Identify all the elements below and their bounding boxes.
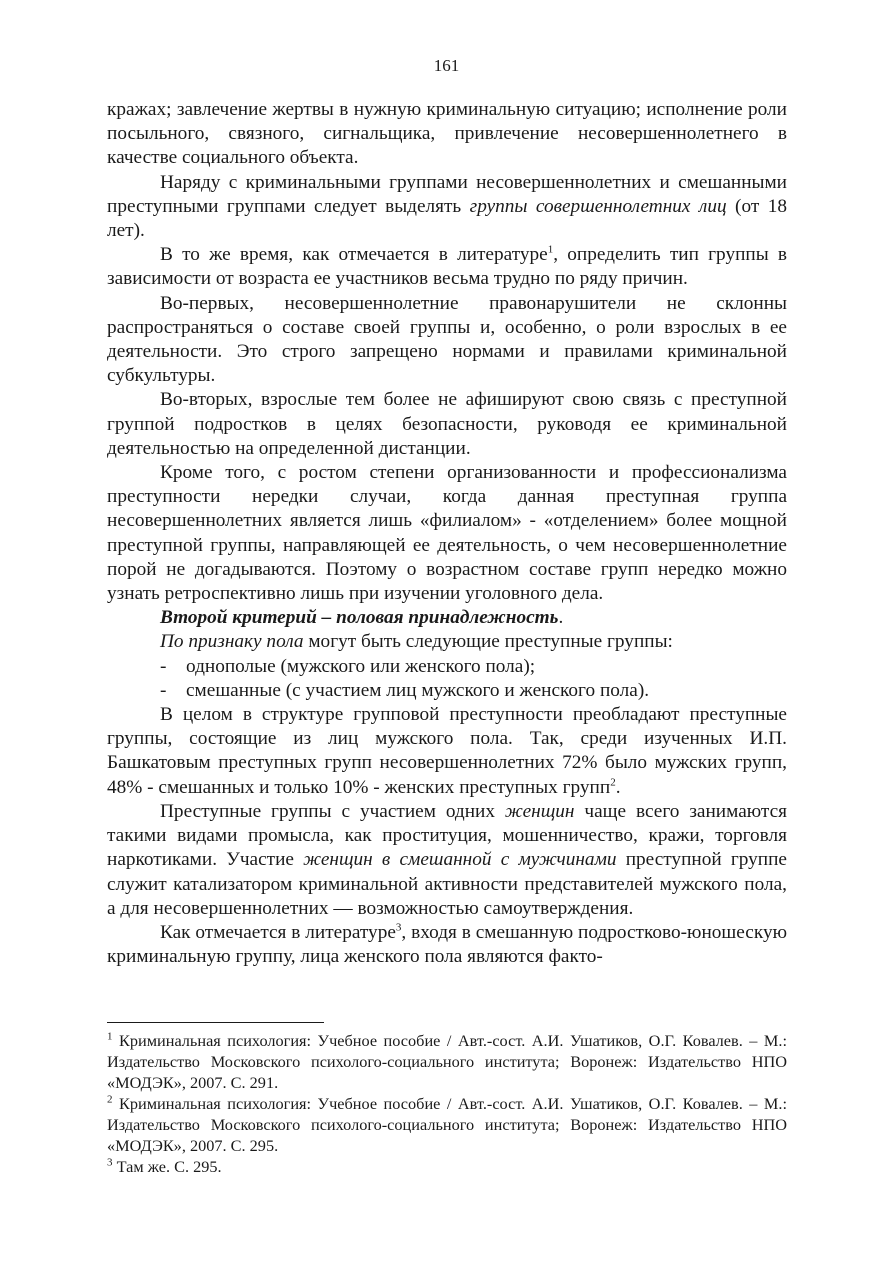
paragraph-8-text-a: В целом в структуре групповой преступности преобладают преступные группы, состоящие из лиц мужского пола. Так, среди изученных И.П. Башкатовым преступных групп несовершеннолетних 72% было мужских групп, 48% - смешанных и только 10% - женских преступных групп [107, 704, 787, 798]
footnote-text: Там же. С. 295. [112, 1157, 222, 1176]
criterion-heading: Второй критерий – половая принадлежность [160, 607, 559, 629]
paragraph-10-text-a: Как отмечается в литературе [160, 921, 396, 943]
paragraph-3-text-b: , определить тип группы в зависимости от возраста ее участников весьма трудно по ряду причин. [107, 244, 787, 290]
paragraph-9-text-b: чаще всего занимаются такими видами промысла, как проституция, мошенничество, кражи, торговля наркотиками. Участие [107, 800, 787, 871]
paragraph-7-emphasis: По признаку пола [160, 631, 304, 653]
list-dash: - [160, 679, 167, 701]
page-number: 161 [433, 56, 460, 75]
list-item [160, 679, 787, 703]
footnote-2 [107, 1093, 787, 1156]
footnote-separator [107, 1022, 324, 1023]
section-heading-paragraph [107, 606, 787, 630]
footnote-ref-3[interactable]: 3 [395, 921, 402, 934]
footnote-text: Криминальная психология: Учебное пособие / Авт.-сост. А.И. Ушатиков, О.Г. Ковалев. – М.: Издательство Московского психолого-социального института; Воронеж: Издательство НПО «МОДЭК», 2007. С. 295. [107, 1094, 787, 1155]
paragraph-6: Кроме того, с ростом степени организованности и профессионализма преступности нередки случаи, когда данная преступная группа несовершеннолетних является лишь «филиалом» - «отделением» более мощной преступной группы, направляющей ее деятельность, о чем несовершеннолетние порой не догадываются. Поэтому о возрастном составе групп нередко можно узнать ретроспективно лишь при изучении уголовного дела. [107, 462, 787, 605]
footnote-text: Криминальная психология: Учебное пособие / Авт.-сост. А.И. Ушатиков, О.Г. Ковалев. – М.: Издательство Московского психолого-социального института; Воронеж: Издательство НПО «МОДЭК», 2007. С. 291. [107, 1031, 787, 1092]
list-item [160, 655, 787, 679]
footnote-number: 1 [107, 1030, 113, 1043]
list-item-text: смешанные (с участием лиц мужского и женского пола). [186, 679, 650, 701]
paragraph-3-text-a: В то же время, как отмечается в литературе [160, 244, 548, 266]
body-text [107, 98, 787, 969]
footnote-number: 2 [107, 1093, 113, 1106]
paragraph-7-text: могут быть следующие преступные группы: [303, 631, 673, 653]
list-item-text: однополые (мужского или женского пола); [186, 655, 536, 677]
paragraph-3 [107, 243, 787, 291]
footnotes [107, 1030, 787, 1177]
paragraph-7 [107, 630, 787, 654]
paragraph-2-text-b: (от 18 лет). [107, 195, 787, 242]
footnote-1 [107, 1030, 787, 1093]
paragraph-9-text-a: Преступные группы с участием одних [160, 800, 505, 822]
criterion-heading-period: . [558, 607, 564, 629]
paragraph-1: кражах; завлечение жертвы в нужную криминальную ситуацию; исполнение роли посыльного, связного, сигнальщика, привлечение несовершеннолетнего в качестве социального объекта. [107, 99, 787, 169]
footnote-3 [107, 1156, 787, 1177]
paragraph-4: Во-первых, несовершеннолетние правонарушители не склонны распространяться о составе своей группы и, особенно, о роли взрослых в ее деятельности. Это строго запрещено нормами и правилами криминальной субкультуры. [107, 292, 787, 387]
paragraph-8-text-b: . [615, 776, 621, 798]
paragraph-9-emphasis-1: женщин [504, 800, 575, 822]
footnote-ref-1[interactable]: 1 [547, 243, 554, 256]
list-dash: - [160, 655, 167, 677]
paragraph-2 [107, 171, 787, 244]
paragraph-8 [107, 703, 787, 800]
footnote-ref-2[interactable]: 2 [610, 776, 616, 789]
paragraph-9 [107, 800, 787, 921]
paragraph-9-emphasis-2: женщин в смешанной с мужчинами [303, 849, 617, 871]
paragraph-10 [107, 921, 787, 969]
paragraph-2-text-a: Наряду с криминальными группами несовершеннолетних и смешанными преступными группами следует выделять [107, 171, 787, 217]
paragraph-9-text-c: преступной группе служит катализатором криминальной активности представителей мужского пола, а для несовершеннолетних — возможностью самоутверждения. [107, 849, 787, 919]
footnote-number: 3 [107, 1156, 113, 1169]
paragraph-10-text-b: , входя в смешанную подростково-юношескую криминальную группу, лица женского пола являются факто- [107, 921, 787, 968]
paragraph-2-emphasis: группы совершеннолетних лиц [469, 195, 727, 217]
paragraph-5: Во-вторых, взрослые тем более не афишируют свою связь с преступной группой подростков в целях безопасности, руководя ее криминальной деятельностью на определенной дистанции. [107, 389, 787, 459]
group-types-list [107, 655, 787, 703]
